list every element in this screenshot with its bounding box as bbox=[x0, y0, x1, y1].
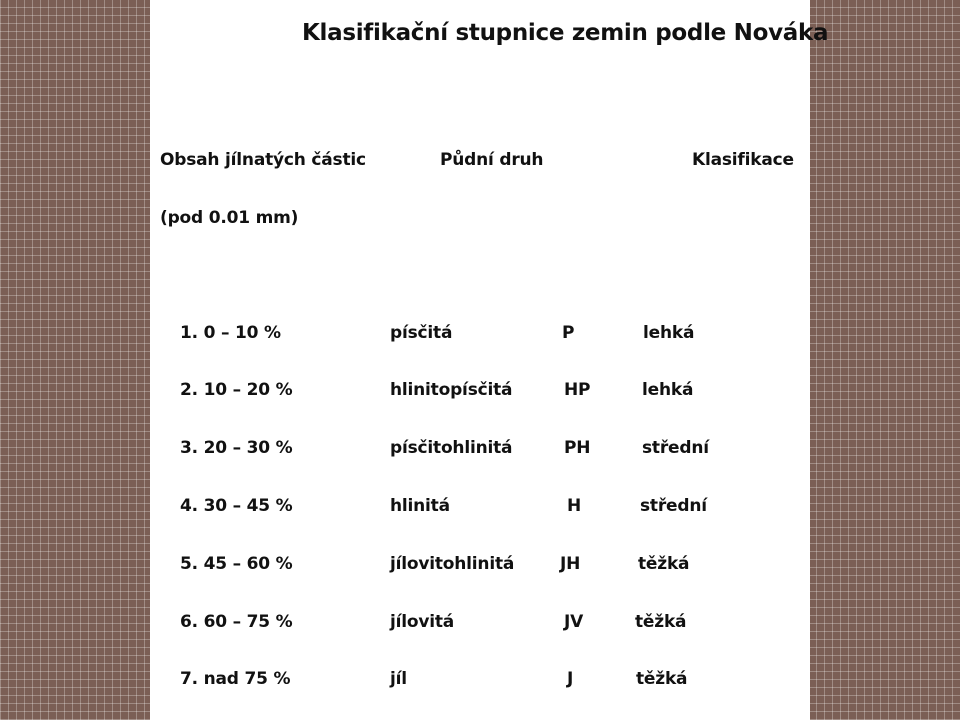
page-title: Klasifikační stupnice zemin podle Nováka bbox=[302, 20, 829, 46]
header-classification: Klasifikace bbox=[692, 150, 794, 170]
row-1-class: lehká bbox=[643, 323, 695, 343]
row-5-class: těžká bbox=[638, 554, 690, 574]
row-4-range: 4. 30 – 45 % bbox=[180, 496, 293, 516]
row-3-code: PH bbox=[564, 438, 591, 458]
row-5-type: jílovitohlinitá bbox=[390, 554, 515, 574]
row-1-range: 1. 0 – 10 % bbox=[180, 323, 281, 343]
row-7-type: jíl bbox=[390, 669, 407, 689]
row-4-class: střední bbox=[640, 496, 707, 516]
row-5-range: 5. 45 – 60 % bbox=[180, 554, 293, 574]
header-content-sub: (pod 0.01 mm) bbox=[160, 208, 299, 228]
row-7-code: J bbox=[567, 669, 574, 689]
row-2-type: hlinitopísčitá bbox=[390, 380, 513, 400]
row-6-class: těžká bbox=[635, 612, 687, 632]
row-5-code: JH bbox=[560, 554, 581, 574]
row-7-class: těžká bbox=[636, 669, 688, 689]
row-3-type: písčitohlinitá bbox=[390, 438, 513, 458]
row-1-code: P bbox=[562, 323, 575, 343]
row-2-class: lehká bbox=[642, 380, 694, 400]
row-7-range: 7. nad 75 % bbox=[180, 669, 291, 689]
row-1-type: písčitá bbox=[390, 323, 453, 343]
row-6-code: JV bbox=[564, 612, 584, 632]
document-page bbox=[150, 0, 829, 720]
row-6-range: 6. 60 – 75 % bbox=[180, 612, 293, 632]
row-6-type: jílovitá bbox=[390, 612, 455, 632]
row-4-type: hlinitá bbox=[390, 496, 450, 516]
header-soil-type: Půdní druh bbox=[440, 150, 544, 170]
row-2-code: HP bbox=[564, 380, 591, 400]
row-3-range: 3. 20 – 30 % bbox=[180, 438, 293, 458]
header-content: Obsah jílnatých částic bbox=[160, 150, 366, 170]
row-2-range: 2. 10 – 20 % bbox=[180, 380, 293, 400]
row-4-code: H bbox=[567, 496, 582, 516]
row-3-class: střední bbox=[642, 438, 709, 458]
